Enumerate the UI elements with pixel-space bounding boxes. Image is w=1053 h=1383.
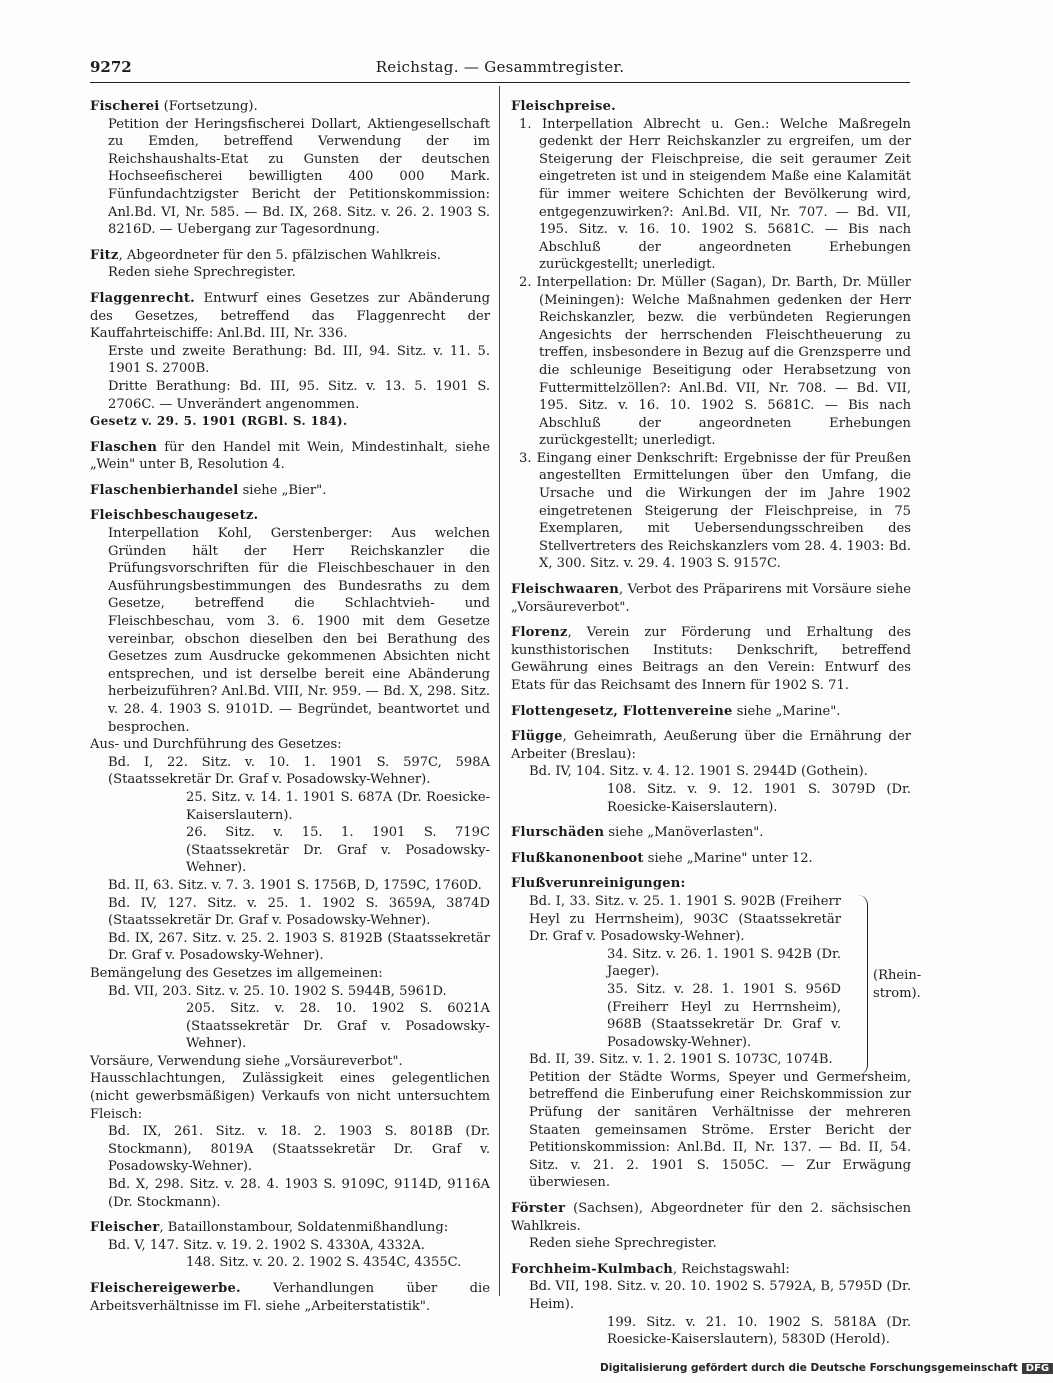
entry-text: Entwurf eines Gesetzes zur Abänderung des Gesetzes, betreffend das Flaggenrecht der Kauffahrteischiffe: Anl.Bd. III, Nr. 336. xyxy=(90,290,490,342)
curly-brace xyxy=(857,895,868,1075)
entry-text: 205. Sitz. v. 28. 10. 1902 S. 6021A (Staatssekretär Dr. Graf v. Posadowsky-Wehner). xyxy=(186,1001,490,1052)
headword: Fleischer xyxy=(90,1220,160,1236)
headword: Fleischereigewerbe. xyxy=(90,1281,241,1296)
entry-text: , Geheimrath, Aeußerung über die Ernährung der Arbeiter (Breslau): xyxy=(511,729,911,762)
entry-text: Dritte Berathung: Bd. III, 95. Sitz. v. 13. 5. 1901 S. 2706C. — Unverändert angenommen. xyxy=(108,378,490,412)
entry-flaschen xyxy=(90,439,490,474)
entry-text: , Verbot des Präparirens mit Vorsäure siehe „Vorsäureverbot". xyxy=(511,582,911,615)
dfg-logo: DFG xyxy=(1022,1363,1053,1374)
list-item: 1. Interpellation Albrecht u. Gen.: Welche Maßregeln gedenkt der Herr Reichskanzler zu ergreifen, um der Steigerung der Fleischpreise, die seit geraumer Zeit eingetreten ist und in steigendem Maße eine Kalamität für immer weitere Schichten der Bevölkerung wird, entgegenzuwirken?: Anl.Bd. VII, Nr. 707. — Bd. VII, 195. Sitz. v. 16. 10. 1902 S. 5681C. — Bis nach Abschluß der angeordneten Erhebungen zurückgestellt; unerledigt. xyxy=(519,116,911,273)
entry-text: 35. Sitz. v. 28. 1. 1901 S. 956D (Freiherr Heyl zu Herrnsheim), 968B (Staatssekretär Dr. Graf v. Posadowsky-Wehner). xyxy=(607,981,841,1050)
headword: Forchheim-Kulmbach xyxy=(511,1261,673,1277)
headword: Flügge xyxy=(511,729,563,745)
entry-forchheim-kulmbach xyxy=(511,1261,911,1349)
headword: Fitz xyxy=(90,247,119,263)
list-item: 3. Eingang einer Denkschrift: Ergebnisse der für Preußen angestellten Ermittelungen über den Umfang, die Ursache und die Wirkungen der im Jahre 1902 eingetretenen Steigerung der Fleischpreise, in 75 Exemplaren, mit Uebersendungsschreiben des Stellvertreters des Reichskanzlers vom 28. 4. 1903: Bd. X, 300. Sitz. v. 29. 4. 1903 S. 9157C. xyxy=(519,450,911,572)
entry-text: Bd. V, 147. Sitz. v. 19. 2. 1902 S. 4330A, 4332A. xyxy=(108,1237,425,1253)
entry-fluegge xyxy=(511,728,911,816)
entry-text: , Bataillonstambour, Soldatenmißhandlung: xyxy=(159,1220,449,1236)
entry-text: Bd. IV, 104. Sitz. v. 4. 12. 1901 S. 2944D (Gothein). xyxy=(529,764,868,780)
entry-florenz xyxy=(511,624,911,694)
entry-text: Petition der Städte Worms, Speyer und Germersheim, betreffend die Einberufung einer Reichskommission zur Prüfung der sanitären Verhältnisse der mehreren Staaten gemeinsamen Ströme. Erster Bericht der Petitionskommission: Anl.Bd. II, Nr. 137. — Bd. II, 54. Sitz. v. 21. 2. 1901 S. 1505C. — Zur Erwägung überwiesen. xyxy=(529,1069,911,1191)
entry-text: Bd. IV, 127. Sitz. v. 25. 1. 1902 S. 3659A, 3874D (Staatssekretär Dr. Graf v. Posadowsky-Wehner). xyxy=(108,895,490,929)
funding-footer xyxy=(600,1362,1050,1380)
entry-text: 34. Sitz. v. 26. 1. 1901 S. 942B (Dr. Jaeger). xyxy=(607,946,841,980)
headword: Flurschäden xyxy=(511,825,605,841)
entry-fleischbeschaugesetz xyxy=(90,507,490,1211)
entry-text: 26. Sitz. v. 15. 1. 1901 S. 719C (Staatssekretär Dr. Graf v. Posadowsky-Wehner). xyxy=(186,825,490,876)
headword: Fleischpreise. xyxy=(511,99,616,114)
entry-text: , Verein zur Förderung und Erhaltung des kunsthistorischen Instituts: Denkschrift, betreffend Gewährung eines Beitrags an den Verein: Entwurf des Etats für das Reichsamt des Innern für 1902 S. 71. xyxy=(511,625,911,693)
entry-text: 108. Sitz. v. 9. 12. 1901 S. 3079D (Dr. Roesicke-Kaiserslautern). xyxy=(607,781,911,815)
entry-flusskanonenboot xyxy=(511,850,911,868)
entry-text: , Abgeordneter für den 5. pfälzischen Wahlkreis. xyxy=(118,247,441,263)
entry-text: für den Handel mit Wein, Mindestinhalt, siehe „Wein" unter B, Resolution 4. xyxy=(90,439,490,473)
entry-text: Bd. IX, 261. Sitz. v. 18. 2. 1903 S. 8018B (Dr. Stockmann), 8019A (Staatssekretär Dr. Graf v. Posadowsky-Wehner). xyxy=(108,1124,490,1175)
entry-text: Bemängelung des Gesetzes im allgemeinen: xyxy=(90,965,383,981)
entry-text: siehe „Bier". xyxy=(238,482,327,498)
footer-text: Digitalisierung gefördert durch die Deutsche Forschungsgemeinschaft xyxy=(600,1362,1018,1374)
entry-text: Bd. VII, 198. Sitz. v. 20. 10. 1902 S. 5792A, B, 5795D (Dr. Heim). xyxy=(529,1279,911,1312)
entry-flaschenbierhandel xyxy=(90,482,490,500)
entry-text: Hausschlachtungen, Zulässigkeit eines gelegentlichen (nicht gewerbsmäßigen) Verkaufs von nicht untersuchtem Fleisch: xyxy=(90,1071,490,1122)
entry-text: Bd. II, 39. Sitz. v. 1. 2. 1901 S. 1073C, 1074B. xyxy=(529,1052,833,1068)
entry-text: Vorsäure, Verwendung siehe „Vorsäureverbot". xyxy=(90,1053,403,1069)
entry-fleischer xyxy=(90,1219,490,1272)
entry-text: (Fortsetzung). xyxy=(159,99,258,114)
entry-text: , Reichstagswahl: xyxy=(673,1261,790,1277)
entry-fleischwaaren xyxy=(511,581,911,616)
headword: Flaschenbierhandel xyxy=(90,482,239,498)
entry-fleischereigewerbe xyxy=(90,1280,490,1315)
headword: Fischerei xyxy=(90,99,160,114)
column-divider xyxy=(499,86,500,1296)
entry-text: 148. Sitz. v. 20. 2. 1902 S. 4354C, 4355C. xyxy=(186,1255,462,1271)
headword: Flußverunreinigungen: xyxy=(511,876,686,892)
entry-flurschaeden xyxy=(511,824,911,842)
entry-text: Bd. I, 22. Sitz. v. 10. 1. 1901 S. 597C, 598A (Staatssekretär Dr. Graf v. Posadowsky-Wehner). xyxy=(108,754,490,788)
entry-text: siehe „Marine". xyxy=(732,703,841,719)
entry-text: Bd. X, 298. Sitz. v. 28. 4. 1903 S. 9109C, 9114D, 9116A (Dr. Stockmann). xyxy=(108,1177,490,1210)
entry-fitz xyxy=(90,247,490,282)
headword: Förster xyxy=(511,1201,566,1217)
entry-flaggenrecht xyxy=(90,290,490,431)
entry-text: Bd. VII, 203. Sitz. v. 25. 10. 1902 S. 5944B, 5961D. xyxy=(108,983,447,999)
headword: Flußkanonenboot xyxy=(511,850,644,866)
brace-label: (Rhein-strom). xyxy=(873,967,922,1001)
entry-text: (Sachsen), Abgeordneter für den 2. sächsischen Wahlkreis. xyxy=(511,1201,911,1234)
headword: Fleischbeschaugesetz. xyxy=(90,508,259,524)
entry-flussverunreinigungen xyxy=(511,875,922,1192)
entry-text: 199. Sitz. v. 21. 10. 1902 S. 5818A (Dr. Roesicke-Kaiserslautern), 5830D (Herold). xyxy=(607,1314,911,1348)
entry-text: siehe „Marine" unter 12. xyxy=(643,850,813,866)
headword: Florenz xyxy=(511,625,568,641)
page-number: 9272 xyxy=(90,58,132,76)
headword: Flottengesetz, Flottenvereine xyxy=(511,703,733,719)
entry-text: Aus- und Durchführung des Gesetzes: xyxy=(90,737,342,753)
entry-text: siehe „Manöverlasten". xyxy=(604,825,764,841)
entry-text: Petition der Heringsfischerei Dollart, Aktiengesellschaft zu Emden, betreffend Verwendung der im Reichshaushalts-Etat zu Gunsten der deutschen Hochseefischerei bewilligten 400 000 Mark. Fünfundachtzigster Bericht der Petitionskommission: Anl.Bd. VI, Nr. 585. — Bd. IX, 268. Sitz. v. 26. 2. 1903 S. 8216D. — Uebergang zur Tagesordnung. xyxy=(108,116,490,238)
entry-text: Bd. I, 33. Sitz. v. 25. 1. 1901 S. 902B (Freiherr Heyl zu Herrnsheim), 903C (Staatssekretär Dr. Graf v. Posadowsky-Wehner). xyxy=(529,893,841,945)
entry-text: Interpellation Kohl, Gerstenberger: Aus welchen Gründen hält der Herr Reichskanzler die Prüfungsvorschriften für die Fleischbeschauer in den Ausführungsbestimmungen des Bundesraths zu dem Gesetze, betreffend die Schlachtvieh- und Fleischbeschau, vom 3. 6. 1900 mit dem Gesetze vereinbar, obschon dieselben den bei Berathung des Gesetzes zum Ausdrucke gekommenen Absichten nicht entsprechen, und ist derselbe bereit eine Abänderung herbeizuführen? Anl.Bd. VIII, Nr. 959. — Bd. X, 298. Sitz. v. 28. 4. 1903 S. 9101D. — Begründet, beantwortet und besprochen. xyxy=(108,526,490,735)
right-column xyxy=(511,98,922,1357)
brace-lines xyxy=(511,893,841,1051)
entry-fleischpreise xyxy=(511,98,911,573)
brace-group xyxy=(511,893,922,1051)
entry-text: Bd. IX, 267. Sitz. v. 25. 2. 1903 S. 8192B (Staatssekretär Dr. Graf v. Posadowsky-Wehner). xyxy=(108,930,490,964)
headword: Flaggenrecht. xyxy=(90,290,195,306)
entry-flottengesetz xyxy=(511,703,911,721)
headword: Fleischwaaren xyxy=(511,582,620,598)
list-item: 2. Interpellation: Dr. Müller (Sagan), Dr. Barth, Dr. Müller (Meiningen): Welche Maßnahmen gedenken der Herr Reichskanzler, bezw. die verbündeten Regierungen Angesichts der herrschenden Fleischtheuerung zu treffen, insbesondere in Bezug auf die Grenzsperre und die schleunige Beseitigung oder Herabsetzung von Futtermittelzöllen?: Anl.Bd. VII, Nr. 708. — Bd. VII, 195. Sitz. v. 16. 10. 1902 S. 5681C. — Bis nach Abschluß der angeordneten Erhebungen zurückgestellt; unerledigt. xyxy=(519,274,911,449)
running-title: Reichstag. — Gesammtregister. xyxy=(375,58,625,76)
page-header xyxy=(90,58,910,83)
left-column xyxy=(90,98,490,1323)
headword: Flaschen xyxy=(90,439,158,455)
entry-text: Reden siehe Sprechregister. xyxy=(108,265,296,281)
entry-text: Bd. II, 63. Sitz. v. 7. 3. 1901 S. 1756B, D, 1759C, 1760D. xyxy=(108,877,482,893)
entry-text: Verhandlungen über die Arbeitsverhältnisse im Fl. siehe „Arbeiterstatistik". xyxy=(90,1281,490,1314)
law-reference: Gesetz v. 29. 5. 1901 (RGBl. S. 184). xyxy=(90,414,348,429)
entry-foerster xyxy=(511,1200,911,1253)
entry-text: Erste und zweite Berathung: Bd. III, 94. Sitz. v. 11. 5. 1901 S. 2700B. xyxy=(108,343,490,377)
entry-text: 25. Sitz. v. 14. 1. 1901 S. 687A (Dr. Roesicke-Kaiserslautern). xyxy=(186,789,490,823)
entry-fischerei xyxy=(90,98,490,239)
entry-text: Reden siehe Sprechregister. xyxy=(529,1236,717,1252)
